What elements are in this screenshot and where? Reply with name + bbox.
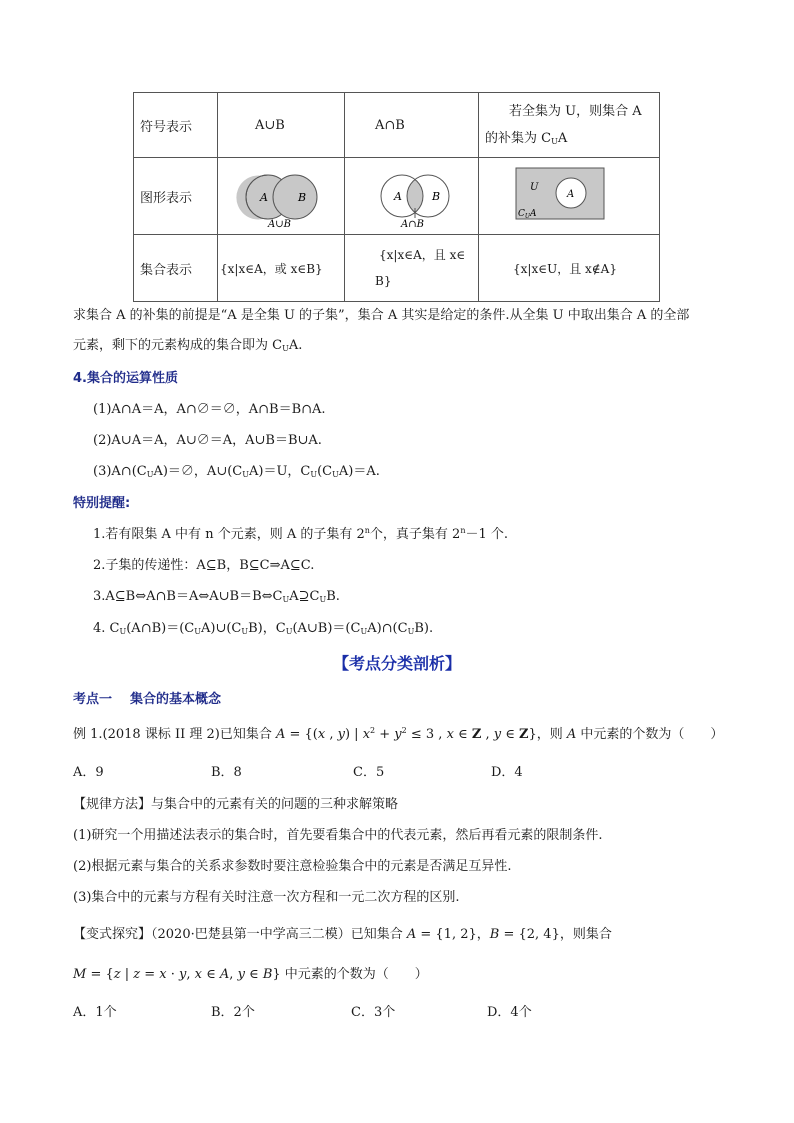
property-3: $(3)A\cap(C_UA)=\emptyset$，$A\cup(C_UA)=U$，$C_U(C_UA)=A$. bbox=[93, 464, 380, 479]
venn-universe-label: U bbox=[530, 182, 539, 193]
reminder-2: 2.子集的传递性：A⊆B，B⊆C⇒A⊆C. bbox=[93, 558, 315, 573]
variant-option-a: A．1个 bbox=[73, 1005, 117, 1020]
variant-option-d: D．4个 bbox=[487, 1005, 532, 1020]
venn-intersection-b-label: B bbox=[432, 190, 441, 203]
example1-option-c: C．5 bbox=[353, 765, 385, 780]
venn-union-b-label: B bbox=[298, 191, 307, 204]
row-label-set: 集合表示 bbox=[134, 235, 218, 302]
example1-option-a: A．9 bbox=[73, 765, 104, 780]
venn-union-caption: A∪B bbox=[268, 219, 291, 230]
venn-union-a-label: A bbox=[260, 191, 268, 204]
variant-option-b: B．2个 bbox=[211, 1005, 255, 1020]
note-line2: 元素，剩下的元素构成的集合即为 $C_UA$. bbox=[73, 338, 303, 353]
symbol-intersection: A∩B bbox=[375, 117, 405, 133]
method-heading: 【规律方法】与集合中的元素有关的问题的三种求解策略 bbox=[73, 797, 399, 812]
variant-line1: 【变式探究】（2020·巴楚县第一中学高三二模）已知集合 A = {1, 2}，B = {2, 4}，则集合 bbox=[73, 927, 612, 942]
venn-complement-a-label: A bbox=[567, 189, 575, 200]
set-union-expr: {x|x∈A，或 x∈B} bbox=[220, 261, 323, 276]
venn-intersection-caption: A∩B bbox=[401, 219, 424, 230]
venn-union-diagram bbox=[218, 158, 344, 230]
variant-line2: M = {z | z = x · y, x ∈ A, y ∈ B} 中元素的个数为（ ） bbox=[73, 967, 428, 982]
reminder-heading: 特别提醒: bbox=[73, 496, 131, 511]
section4-heading: 4.集合的运算性质 bbox=[73, 371, 178, 386]
example1-option-d: D．4 bbox=[491, 765, 523, 780]
reminder-1: 1.若有限集 A 中有 n 个元素，则 A 的子集有 2$^n$个，真子集有 $2^n-1$ 个. bbox=[93, 526, 509, 542]
venn-intersection-a-label: A bbox=[394, 190, 402, 203]
symbol-complement-line1: 若全集为 U，则集合 A bbox=[509, 103, 642, 119]
reminder-4: 4. $C_U(A\cap B)=(C_UA)\cup(C_UB)$，$C_U(A\cup B)=(C_UA)\cap(C_UB)$. bbox=[93, 621, 434, 636]
method-3: (3)集合中的元素与方程有关时注意一次方程和一元二次方程的区别. bbox=[73, 890, 460, 905]
row-label-symbol: 符号表示 bbox=[134, 93, 218, 158]
set-operations-table bbox=[133, 92, 660, 302]
example1-option-b: B．8 bbox=[211, 765, 242, 780]
symbol-complement-line2: 的补集为 $C_UA$ bbox=[485, 130, 568, 146]
property-1: (1)A∩A＝A，A∩∅＝∅，A∩B＝B∩A. bbox=[93, 402, 326, 417]
example1-stem: 例 1.(2018 课标 II 理 2)已知集合 A = {(x , y) | $x^2 + y^2 \le 3$ , x ∈ Z , y ∈ Z}，则 A 中元素的个数为（ ） bbox=[73, 726, 724, 742]
symbol-union: A∪B bbox=[255, 117, 285, 133]
section-title: 【考点分类剖析】 bbox=[332, 654, 461, 673]
method-2: (2)根据元素与集合的关系求参数时要注意检验集合中的元素是否满足互异性. bbox=[73, 859, 512, 874]
method-1: (1)研究一个用描述法表示的集合时，首先要看集合中的代表元素，然后再看元素的限制条件. bbox=[73, 828, 603, 843]
set-intersection-line1: {x|x∈A，且 x∈ bbox=[379, 248, 466, 262]
venn-complement-diagram bbox=[479, 158, 659, 230]
set-complement-expr: {x|x∈U，且 x∉A} bbox=[513, 261, 617, 276]
reminder-3: $3.A⊆B\Leftrightarrow A\cap B=A\Leftrightarrow A\cup B=B\Leftrightarrow C_UA⊇C_UB$. bbox=[93, 589, 340, 604]
variant-option-c: C．3个 bbox=[351, 1005, 396, 1020]
set-intersection-line2: B} bbox=[375, 274, 392, 288]
row-label-graphic: 图形表示 bbox=[134, 158, 218, 235]
venn-intersection-diagram bbox=[345, 158, 478, 230]
venn-complement-caption: $C_UA$ bbox=[518, 209, 537, 220]
note-line1: 求集合 A 的补集的前提是“A 是全集 U 的子集”，集合 A 其实是给定的条件.从全集 U 中取出集合 A 的全部 bbox=[73, 308, 690, 323]
kaodian-heading: 考点一 集合的基本概念 bbox=[73, 692, 222, 707]
property-2: (2)A∪A＝A，A∪∅＝A，A∪B＝B∪A. bbox=[93, 433, 322, 448]
